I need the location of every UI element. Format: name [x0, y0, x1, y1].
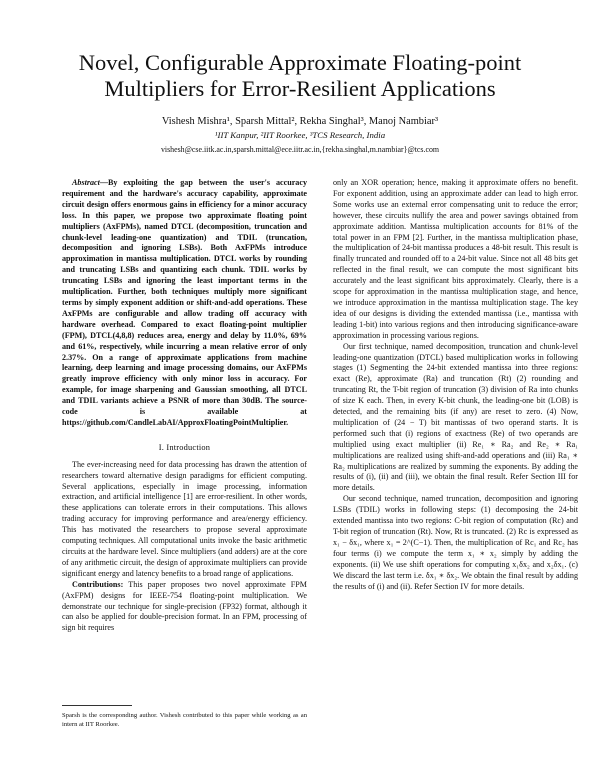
contributions-text: This paper proposes two novel approximate FPM (AxFPM) designs for IEEE-754 floating-point multiplication. We demonstrate our technique for single-precision (FP32) format, although it can also be applied for double-precision format. In an FPM, processing of sign bit requires [62, 579, 307, 633]
abstract-label: Abstract [72, 178, 100, 187]
intro-paragraph-1: The ever-increasing need for data processing has drawn the attention of researchers toward alternative design paradigms for efficient computing. Several applications, especially in image processing, information extraction, and artificial intelligence [1] are error-resilient. In other words, these applications can tolerate errors in their computations. This allows trading accuracy for improving performance and area/energy efficiency. This has motivated the researchers to propose several approximate computing techniques. All computational units invoke the basic arithmetic circuits at the hardware level. Since multipliers (and adders) are at the core of any arithmetic circuit, the design of approximate multipliers can provide significant energy and latency benefits to a broad range of applications. [62, 459, 307, 578]
paper-title [40, 50, 560, 102]
footnote-rule [62, 705, 132, 706]
abstract-body: —By exploiting the gap between the user's accuracy requirement and the hardware's accuracy capability, approximate circuit design offers enormous gains in efficiency for a minor accuracy loss. In this paper, we propose two approximate floating point multipliers (AxFPMs), named DTCL (decomposition, truncation and chunk-level leading-one quantization) and TDIL (truncation, decomposition and ignoring LSBs). Both AxFPMs introduce approximation in mantissa multiplication. DTCL works by rounding and truncating LSBs and quantizing each chunk. TDIL works by truncating LSBs and ignoring the least important terms in the multiplication. Further, both techniques multiply more significant terms by simply exponent addition or shift-and-add operations. These AxFPMs are configurable and allow trading off accuracy with hardware overhead. Compared to exact floating-point multiplier (FPM), DTCL(4,8,8) reduces area, energy and delay by 11.0%, 69% and 61%, respectively, while incurring a mean relative error of only 2.37%. On a range of approximate applications from machine learning, deep learning and image processing domains, our AxFPMs greatly improve efficiency with only minor loss in accuracy. For example, for image sharpening and Gaussian smoothing, all DTCL and TDIL variants achieve a PSNR of more than 30dB. The source-code is available at https://github.com/CandleLabAI/ApproxFloatingPointMultiplier. [62, 178, 307, 427]
title-line-2: Multipliers for Error-Resilient Applications [104, 76, 496, 101]
footnote: Sparsh is the corresponding author. Vishesh contributed to this paper while working as an intern at IIT Roorkee. [62, 712, 307, 728]
abstract [62, 178, 307, 429]
author-list: Vishesh Mishra¹, Sparsh Mittal², Rekha Singhal³, Manoj Nambiar³ [161, 116, 439, 127]
right-column [333, 178, 578, 592]
intro-paragraph-2 [62, 580, 307, 635]
right-paragraph-3: Our second technique, named truncation, decomposition and ignoring LSBs (TDIL) works in following steps: (1) decomposing the 24-bit extended mantissa into two regions: C-bit region of computation (Rc) and T-bit region of truncation (Rt). Now, Rt is truncated. (2) Rc is expressed as x₁ − δx₁, where x₁ = 2^(C−1). Then, the multiplication of Rc₁ and Rc₂ has four terms (i) we compute the term x₁ ∗ x₂ simply by adding the exponents. (ii) We use shift operations for computing x₁δx₂ and x₂δx₁. (c) We discard the last term i.e. δx₁ ∗ δx₂. We obtain the final result by adding the results of (i) and (ii). Refer Section IV for more details. [333, 494, 578, 591]
author-emails: vishesh@cse.iitk.ac.in,sparsh.mittal@ece.iitr.ac.in,{rekha.singhal,m.nambiar}@tcs.com [160, 145, 440, 154]
right-paragraph-1: only an XOR operation; hence, making it approximate offers no benefit. For exponent addition, using an approximate adder can lead to high error. Some works use an external error compensating unit to reduce the error; however, these circuits nullify the area and power savings obtained from approximate addition. Mantissa multiplication accounts for 81% of the total power in an FPM [2]. Further, in the mantissa multiplication phase, the multiplication of 24-bit mantissa produces a 48-bit result. This result is finally truncated and rounded off to a 24-bit value. Since not all 48 bits get reflected in the final result, we can compute the most significant bits accurately and the least significant bits approximately. Clearly, there is a scope for approximation in the mantissa multiplication stage, and hence, we introduce approximation in the mantissa multiplication stage. The key idea of our designs is dividing the extended mantissa (i.e., mantissa with leading 1-bit) into various regions and then introducing significance-aware approximation in processing various regions. [333, 178, 578, 340]
title-line-1: Novel, Configurable Approximate Floating-point [78, 50, 522, 75]
right-paragraph-2: Our first technique, named decomposition, truncation and chunk-level leading-one quantization (DTCL) based multiplication works in following stages (1) Segmenting the 24-bit extended mantissa into three regions: exact (Re), approximate (Ra) and truncation (Rt) (2) rounding and truncating Rt, the T-bit region of truncation (3) division of Ra into chunks of size K each. Then, in every K-bit chunk, the leading-one bit (LOB) is detected, and the remaining bits (if any) are reset to zero. (4) Now, multiplication of (24 − T) bit mantissas of two operand starts. It is performed such that (i) regions of exactness (Re) of two operands are multiplied using exact multiplier (ii) Re₁ ∗ Ra₂ and Re₂ ∗ Ra₁ multiplications are realized using shift-and-add operations and (iii) Ra₁ ∗ Ra₂ multiplications are realized by summing the exponents. By adding the results of (i), (ii) and (iii), we obtain the final result. Refer Section III for more details. [333, 341, 578, 493]
affiliations: ¹IIT Kanpur, ²IIT Roorkee, ³TCS Research, India [214, 130, 386, 140]
section-heading-introduction: I. Introduction [158, 442, 211, 452]
contributions-label: Contributions: [72, 579, 124, 589]
left-column [62, 178, 307, 634]
